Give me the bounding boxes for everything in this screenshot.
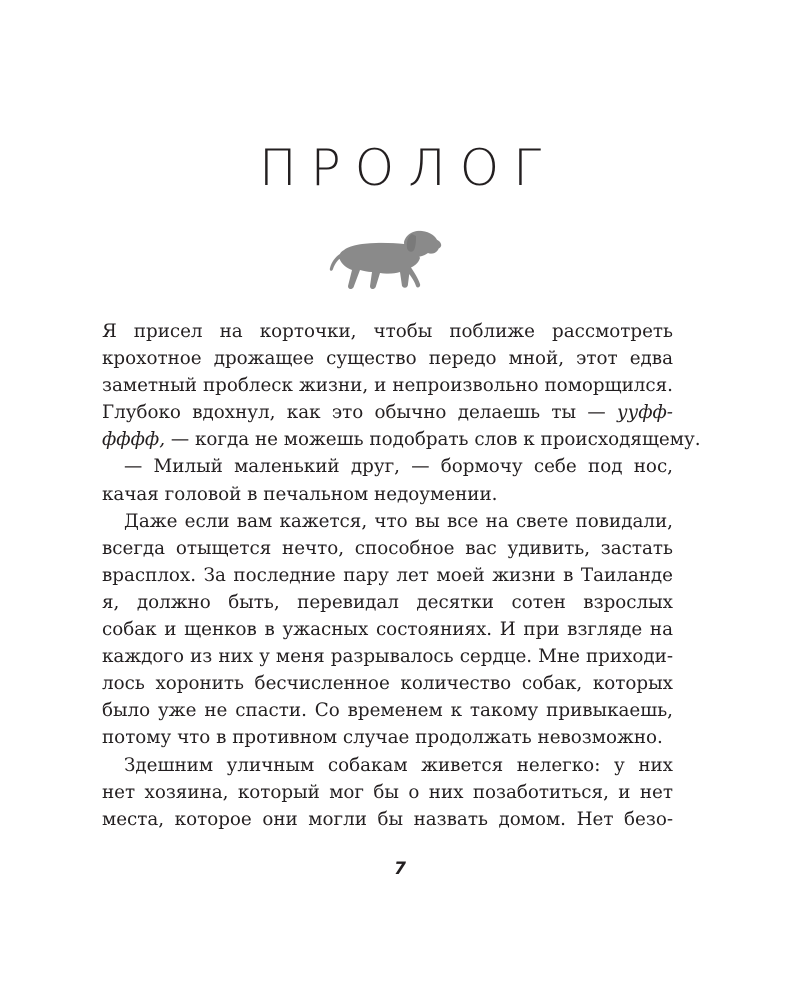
- text-line: врасплох. За последние пару лет моей жизни в Таиланде: [102, 564, 673, 586]
- text-line: собак и щенков в ужасных состояниях. И при взгляде на: [102, 619, 673, 641]
- text-line: места, которое они могли бы назвать домом. Нет безо-: [102, 808, 673, 830]
- paragraph: [102, 453, 673, 507]
- paragraph: [102, 752, 673, 833]
- text-line: Даже если вам кажется, что вы все на свете повидали,: [124, 510, 673, 532]
- text-segment: Глубоко вдохнул, как это обычно делаешь ты —: [102, 402, 606, 424]
- text-line: Здешним уличным собакам живется нелегко: у них: [124, 754, 673, 776]
- text-line: крохотное дрожащее существо передо мной, этот едва: [102, 348, 673, 370]
- text-segment: — когда не можешь подобрать слов к происходящему.: [170, 429, 701, 451]
- text-line: Я присел на корточки, чтобы поближе рассмотреть: [102, 321, 673, 342]
- text-line: — Милый маленький друг, — бормочу себе под нос,: [124, 456, 673, 478]
- text-line: заметный проблеск жизни, и непроизвольно поморщился.: [102, 375, 673, 397]
- text-line: каждого из них у меня разрывалось сердце. Мне приходи-: [102, 646, 673, 668]
- page-number: 7: [394, 859, 406, 879]
- text-line: [102, 399, 673, 426]
- text-line: всегда отыщется нечто, способное вас удивить, застать: [102, 537, 673, 559]
- text-line: потому что в противном случае продолжать невозможно.: [102, 727, 663, 749]
- puppy-icon: [324, 228, 446, 294]
- text-line: я, должно быть, перевидал десятки сотен взрослых: [102, 591, 673, 613]
- text-line: качая головой в печальном недоумении.: [102, 483, 498, 505]
- text-line: [102, 426, 701, 453]
- italic-word: ууфф-: [616, 402, 673, 424]
- text-line: нет хозяина, который мог бы о них позаботиться, и нет: [102, 781, 673, 803]
- text-line: было уже не спасти. Со временем к такому привыкаешь,: [102, 700, 673, 722]
- body-text: [102, 318, 701, 833]
- text-line: лось хоронить бесчисленное количество собак, которых: [102, 673, 673, 695]
- chapter-title: ПРОЛОГ: [259, 139, 555, 197]
- italic-word: фффф,: [102, 429, 166, 451]
- paragraph: [102, 508, 673, 752]
- paragraph: [102, 318, 701, 453]
